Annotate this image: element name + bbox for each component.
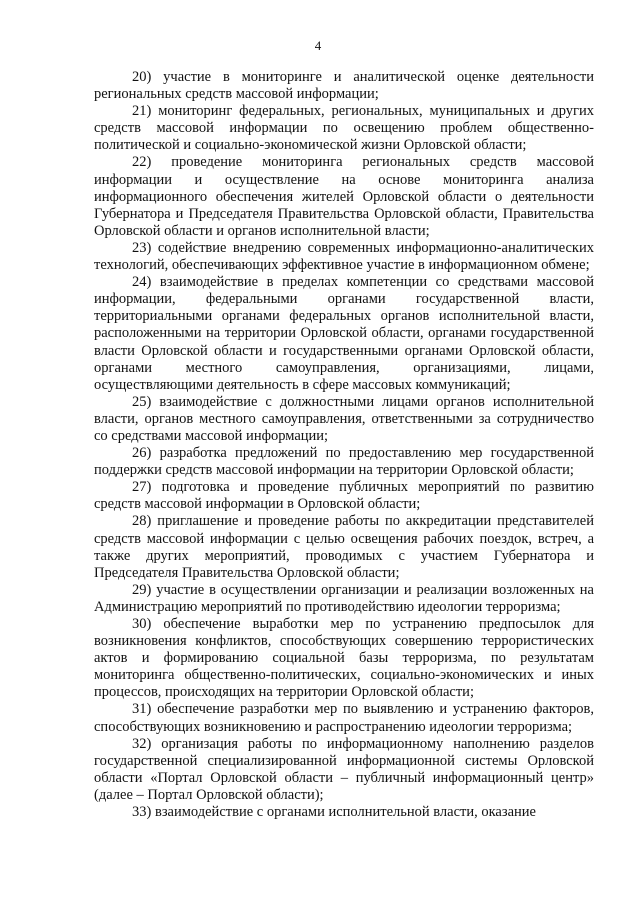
item-number: 23): [132, 239, 152, 256]
item-text: участие в мониторинге и аналитической оценке деятельности региональных средств массовой информации;: [94, 69, 594, 103]
item-text: взаимодействие в пределах компетенции со средствами массовой информации, федеральными органами государственной власти, территориальными органами федеральных органов исполнительной власти, расположенными на территории Орловской области, органами государственной власти Орловской области и государственными органами Орловской области, органами местного самоуправления, организациями, лицами, осуществляющими деятельность в сфере массовых коммуникаций;: [94, 274, 595, 393]
item-number: 31): [132, 701, 152, 718]
item-text: взаимодействие с должностными лицами органов исполнительной власти, органов местного самоуправления, ответственными за сотрудничество со средствами массовой информации;: [94, 393, 595, 444]
item-number: 29): [132, 581, 152, 598]
item-text: взаимодействие с органами исполнительной власти, оказание: [154, 804, 536, 821]
list-item: [94, 479, 594, 513]
item-text: проведение мониторинга региональных средств массовой информации и осуществление на основе мониторинга анализа информационного обеспечения жителей Орловской области о деятельности Губернатора и Председателя Правительства Орловской области, Правительства Орловской области и органов исполнительной власти;: [94, 154, 595, 239]
item-text: обеспечение разработки мер по выявлению и устранению факторов, способствующих возникновению и распространению идеологии терроризма;: [94, 701, 594, 735]
list-item: [94, 103, 594, 154]
item-number: 20): [132, 69, 152, 85]
list-item: [94, 240, 594, 274]
list-item: [94, 701, 594, 735]
list-item: [94, 154, 594, 239]
list-item: [94, 736, 594, 804]
list-item: [94, 394, 594, 445]
list-item: [94, 69, 594, 103]
item-number: 22): [132, 154, 152, 171]
item-number: 21): [132, 103, 152, 120]
item-text: содействие внедрению современных информационно-аналитических технологий, обеспечивающих эффективное участие в информационном обмене;: [94, 239, 594, 274]
list-item: [94, 804, 594, 821]
item-text: участие в осуществлении организации и реализации возложенных на Администрацию мероприятий по противодействию идеологии терроризма;: [94, 581, 594, 615]
list-item: [94, 274, 594, 394]
item-text: мониторинг федеральных, региональных, муниципальных и других средств массовой информации по освещению проблем общественно-политической и социально-экономической жизни Орловской области;: [94, 103, 594, 154]
item-text: разработка предложений по предоставлению мер государственной поддержки средств массовой информации на территории Орловской области;: [94, 445, 595, 479]
item-text: приглашение и проведение работы по аккредитации представителей средств массовой информации с целью освещения рабочих поездок, встреч, а также других мероприятий, проводимых с участием Губернатора и Председателя Правительства Орловской области;: [94, 513, 594, 581]
item-text: подготовка и проведение публичных мероприятий по развитию средств массовой информации в Орловской области;: [94, 479, 595, 513]
document-body: [94, 69, 594, 821]
item-text: обеспечение выработки мер по устранению предпосылок для возникновения конфликтов, способствующих совершению террористических актов и формированию социальной базы терроризма, по результатам мониторинга общественно-политических, социально-экономических и иных процессов, происходящих на территории Орловской области;: [94, 616, 594, 701]
list-item: [94, 445, 594, 479]
item-number: 28): [132, 513, 152, 530]
item-text: организация работы по информационному наполнению разделов государственной специализированной информационной системы Орловской области «Портал Орловской области – публичный информационный центр» (далее – Портал Орловской области);: [94, 735, 594, 803]
list-item: [94, 513, 594, 581]
list-item: [94, 616, 594, 701]
item-number: 26): [132, 445, 152, 462]
item-number: 33): [132, 804, 152, 821]
item-number: 32): [132, 735, 152, 752]
item-number: 24): [132, 274, 152, 291]
item-number: 27): [132, 479, 152, 496]
item-number: 30): [132, 616, 152, 632]
list-item: [94, 582, 594, 616]
page-number: 4: [314, 38, 322, 53]
item-number: 25): [132, 393, 152, 410]
